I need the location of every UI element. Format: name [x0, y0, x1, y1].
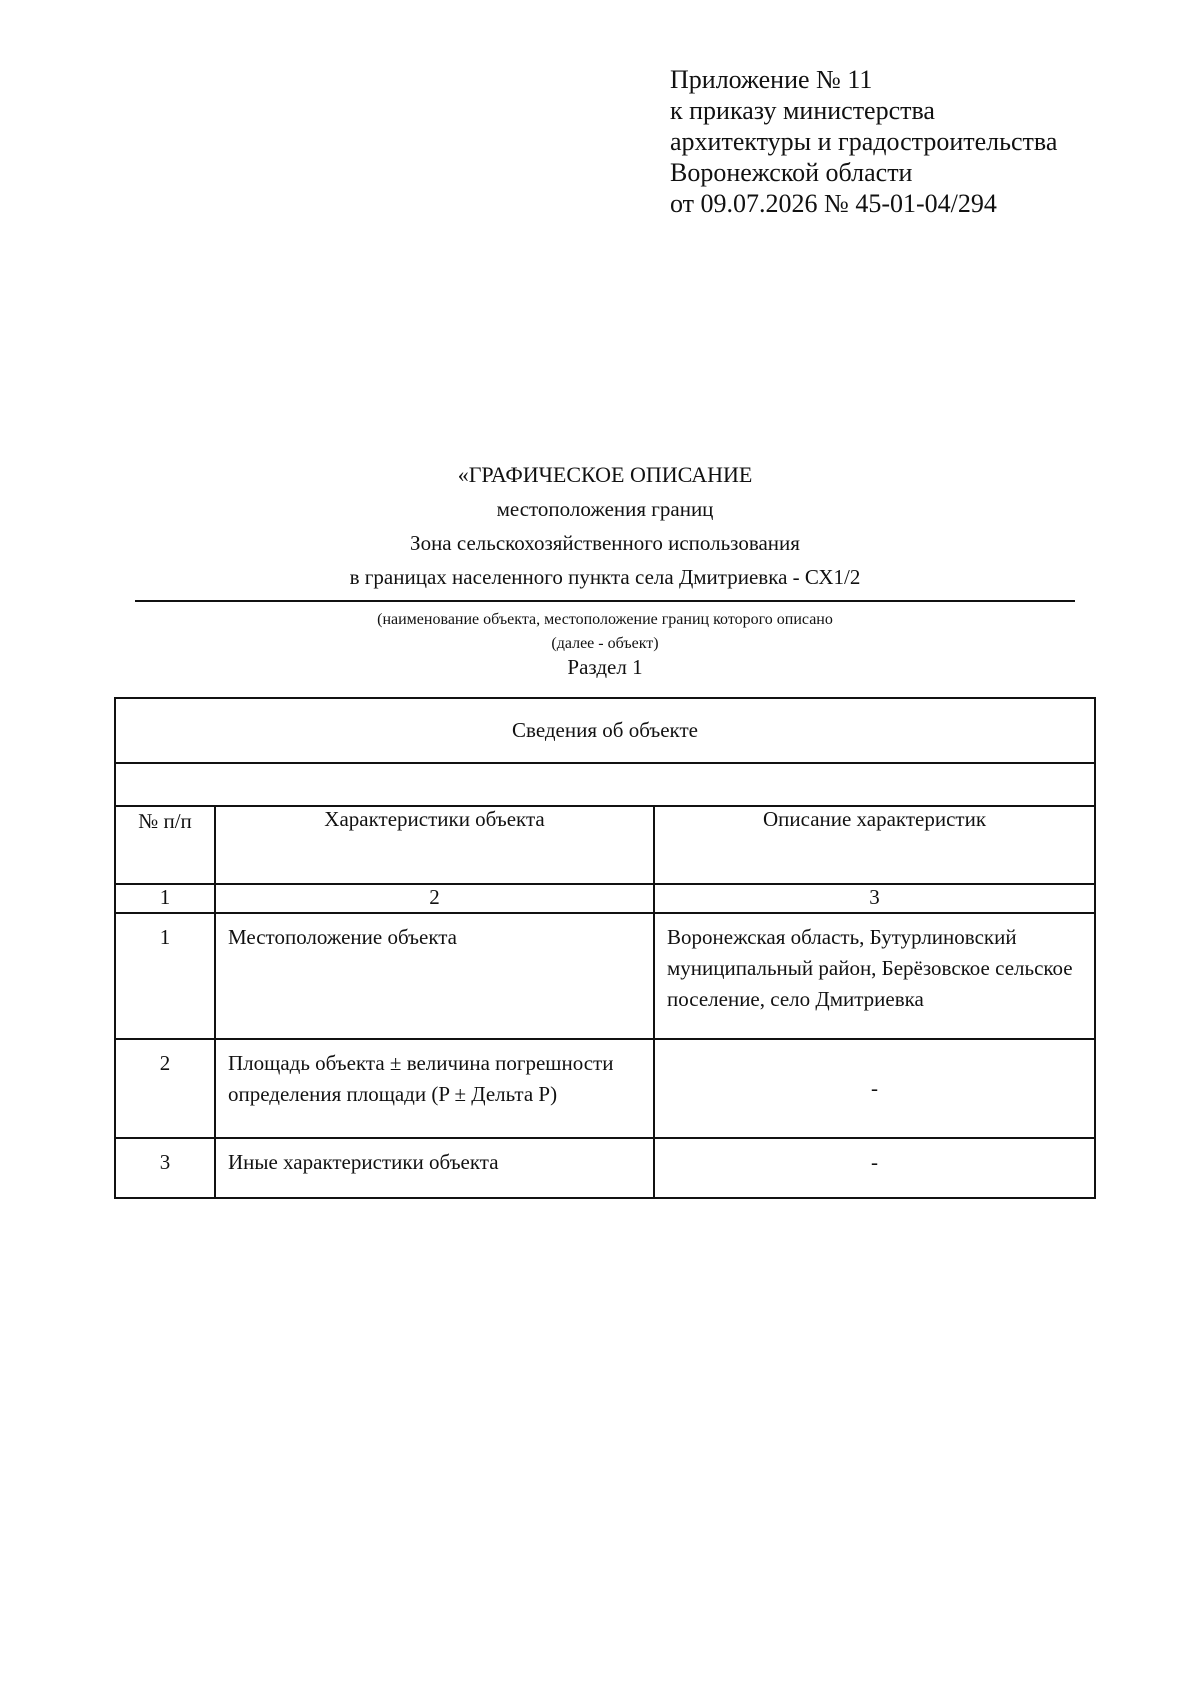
row-characteristic: Площадь объекта ± величина погрешности определения площади (P ± Дельта P): [215, 1039, 654, 1138]
table-row: [115, 1138, 1095, 1198]
empty-cell: [115, 763, 1095, 806]
table-caption-row: [115, 698, 1095, 763]
section-label: Раздел 1: [567, 655, 643, 679]
title-line: Зона сельскохозяйственного использования: [410, 531, 800, 555]
table-row: [115, 913, 1095, 1039]
appendix-block: [670, 64, 1057, 219]
row-description: Воронежская область, Бутурлиновский муниципальный район, Берёзовское сельское поселение, село Дмитриевка: [654, 913, 1095, 1039]
index-cell: 1: [115, 884, 215, 913]
object-name: в границах населенного пункта села Дмитриевка - СХ1/2: [349, 565, 861, 589]
row-description: -: [654, 1039, 1095, 1138]
object-info-table: [114, 697, 1096, 1199]
header-num: № п/п: [115, 806, 215, 884]
appendix-line: архитектуры и градостроительства: [670, 127, 1058, 156]
row-description: -: [654, 1138, 1095, 1198]
row-characteristic: Иные характеристики объекта: [215, 1138, 654, 1198]
row-num: 2: [115, 1039, 215, 1138]
title-note: (наименование объекта, местоположение границ которого описано: [377, 611, 833, 628]
appendix-line: от 09.07.2026 № 45-01-04/294: [670, 189, 997, 218]
index-cell: 2: [215, 884, 654, 913]
table-index-row: [115, 884, 1095, 913]
index-cell: 3: [654, 884, 1095, 913]
document-title: «ГРАФИЧЕСКОЕ ОПИСАНИЕ: [457, 462, 753, 487]
document-title-block: [135, 458, 1075, 656]
header-characteristics: Характеристики объекта: [215, 806, 654, 884]
row-num: 1: [115, 913, 215, 1039]
appendix-line: Воронежской области: [670, 158, 913, 187]
table-empty-row: [115, 763, 1095, 806]
row-characteristic: Местоположение объекта: [215, 913, 654, 1039]
row-num: 3: [115, 1138, 215, 1198]
table-row: [115, 1039, 1095, 1138]
appendix-line: к приказу министерства: [670, 96, 935, 125]
title-line: местоположения границ: [496, 497, 714, 521]
header-description: Описание характеристик: [654, 806, 1095, 884]
table-header-row: [115, 806, 1095, 884]
title-underline: [135, 600, 1075, 602]
table-caption: Сведения об объекте: [115, 698, 1095, 763]
title-note: (далее - объект): [551, 635, 659, 652]
appendix-line: Приложение № 11: [670, 65, 873, 94]
